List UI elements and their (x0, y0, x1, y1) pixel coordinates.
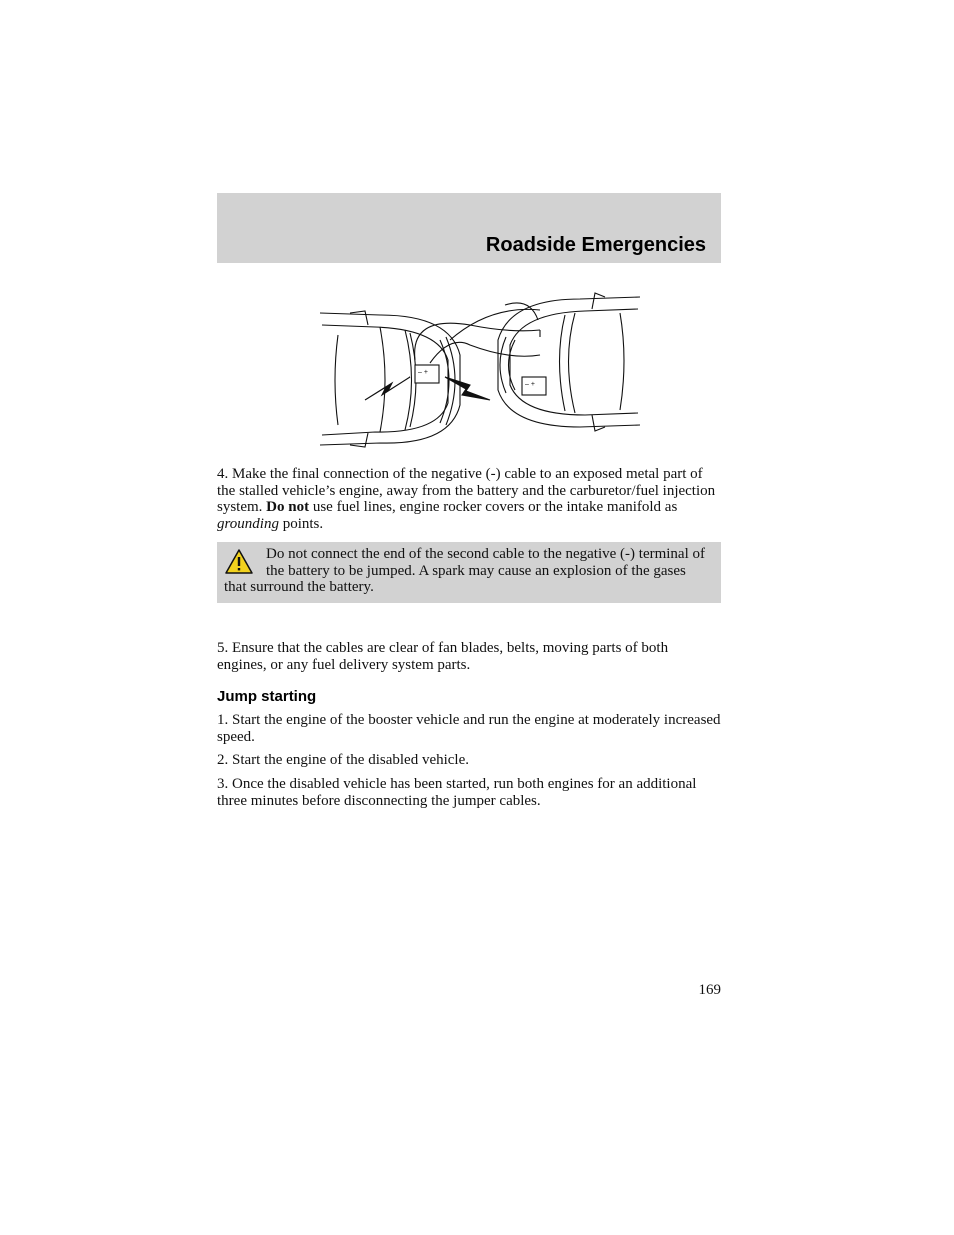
jump-starting-heading: Jump starting (217, 688, 317, 705)
spark-icon (445, 377, 490, 400)
step-5-text: 5. Ensure that the cables are clear of fan blades, belts, moving parts of both engines, or any fuel delivery system parts. (217, 640, 669, 673)
jumper-cables (415, 303, 540, 363)
step-4-term: grounding (217, 515, 279, 532)
booster-vehicle-outline (498, 293, 640, 431)
jump-start-step-3-text: 3. Once the disabled vehicle has been started, run both engines for an additional three minutes before disconnecting the jumper cables. (217, 776, 697, 809)
section-header (217, 193, 721, 263)
jump-start-step-3 (217, 776, 721, 809)
section-title: Roadside Emergencies (485, 234, 706, 256)
stalled-battery (415, 365, 439, 383)
booster-battery (522, 377, 546, 395)
step-4-text: 4. Make the final connection of the negative (-) cable to an exposed metal part of the stalled vehicle’s engine, away from the battery and the carburetor/fuel injection system. (217, 466, 716, 515)
jump-start-step-1 (217, 712, 721, 745)
booster-battery-terminals: – + (525, 381, 535, 388)
step-5-paragraph (217, 640, 721, 673)
jump-start-step-1-text: 1. Start the engine of the booster vehicle and run the engine at moderately increased speed. (217, 712, 721, 745)
spark-icon (365, 377, 410, 400)
stalled-battery-terminals: – + (418, 369, 428, 376)
step-4-paragraph (217, 466, 721, 532)
jump-start-step-2 (217, 752, 721, 769)
warning-text: Do not connect the end of the second cable to the negative (-) terminal of the battery to be jumped. A spark may cause an explosion of the gases that surround the battery. (224, 546, 705, 595)
jump-start-step-2-text: 2. Start the engine of the disabled vehicle. (217, 752, 470, 768)
step-4-emphasis: Do not (266, 499, 310, 515)
step-4-text-continued: use fuel lines, engine rocker covers or the intake manifold as (309, 499, 678, 515)
jump-start-diagram (310, 285, 650, 455)
warning-box (217, 542, 721, 603)
step-4-text-end: points. (278, 515, 324, 532)
page-number: 169 (698, 982, 721, 998)
